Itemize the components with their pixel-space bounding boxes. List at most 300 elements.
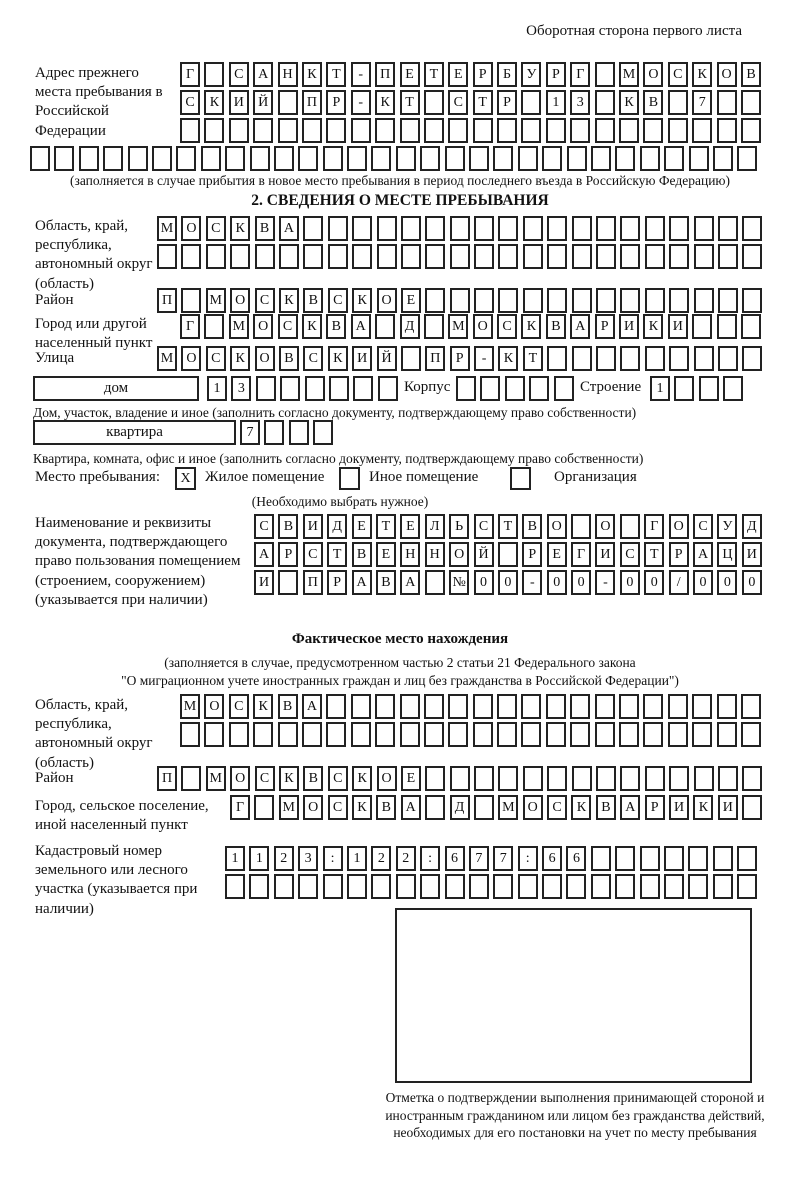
char-cell[interactable]: Р bbox=[669, 542, 689, 567]
char-cell[interactable]: В bbox=[376, 570, 396, 595]
char-cell[interactable] bbox=[645, 288, 665, 313]
char-cell[interactable] bbox=[664, 146, 684, 171]
char-cell[interactable]: А bbox=[279, 216, 299, 241]
char-cell[interactable]: А bbox=[254, 542, 274, 567]
char-cell[interactable] bbox=[619, 722, 639, 747]
char-cell[interactable]: И bbox=[669, 795, 689, 820]
char-cell[interactable] bbox=[378, 376, 398, 401]
char-cell[interactable] bbox=[181, 766, 201, 791]
char-cell[interactable] bbox=[396, 146, 416, 171]
char-cell[interactable] bbox=[302, 722, 322, 747]
char-cell[interactable]: У bbox=[521, 62, 541, 87]
char-cell[interactable]: Д bbox=[742, 514, 762, 539]
char-cell[interactable] bbox=[718, 216, 738, 241]
char-cell[interactable] bbox=[278, 118, 298, 143]
char-cell[interactable]: - bbox=[351, 90, 371, 115]
char-cell[interactable]: К bbox=[302, 314, 322, 339]
char-cell[interactable] bbox=[742, 795, 762, 820]
char-cell[interactable] bbox=[176, 146, 196, 171]
char-cell[interactable] bbox=[204, 62, 224, 87]
char-cell[interactable] bbox=[298, 146, 318, 171]
char-cell[interactable]: В bbox=[303, 288, 323, 313]
char-cell[interactable]: К bbox=[375, 90, 395, 115]
char-cell[interactable] bbox=[572, 244, 592, 269]
char-cell[interactable] bbox=[225, 874, 245, 899]
char-cell[interactable] bbox=[400, 694, 420, 719]
char-cell[interactable]: О bbox=[253, 314, 273, 339]
char-cell[interactable] bbox=[305, 376, 325, 401]
char-cell[interactable]: П bbox=[157, 288, 177, 313]
char-cell[interactable] bbox=[351, 694, 371, 719]
char-cell[interactable] bbox=[713, 874, 733, 899]
char-cell[interactable] bbox=[717, 694, 737, 719]
char-cell[interactable] bbox=[692, 722, 712, 747]
char-cell[interactable]: Т bbox=[523, 346, 543, 371]
char-cell[interactable] bbox=[493, 874, 513, 899]
char-cell[interactable]: О bbox=[547, 514, 567, 539]
char-cell[interactable] bbox=[289, 420, 309, 445]
char-cell[interactable] bbox=[180, 722, 200, 747]
char-cell[interactable]: 2 bbox=[396, 846, 416, 871]
char-cell[interactable]: № bbox=[449, 570, 469, 595]
char-cell[interactable] bbox=[328, 216, 348, 241]
char-cell[interactable] bbox=[547, 288, 567, 313]
char-cell[interactable] bbox=[737, 146, 757, 171]
char-cell[interactable] bbox=[620, 346, 640, 371]
char-cell[interactable] bbox=[669, 346, 689, 371]
char-cell[interactable] bbox=[401, 346, 421, 371]
char-cell[interactable] bbox=[326, 694, 346, 719]
char-cell[interactable] bbox=[377, 216, 397, 241]
char-cell[interactable]: С bbox=[668, 62, 688, 87]
char-cell[interactable]: Р bbox=[278, 542, 298, 567]
char-cell[interactable] bbox=[664, 874, 684, 899]
char-cell[interactable] bbox=[645, 346, 665, 371]
char-cell[interactable]: 3 bbox=[298, 846, 318, 871]
char-cell[interactable]: 1 bbox=[347, 846, 367, 871]
char-cell[interactable] bbox=[717, 90, 737, 115]
char-cell[interactable] bbox=[326, 118, 346, 143]
char-cell[interactable] bbox=[688, 874, 708, 899]
stay-type-checkbox-organization[interactable] bbox=[510, 467, 531, 490]
char-cell[interactable]: С bbox=[255, 288, 275, 313]
char-cell[interactable] bbox=[352, 216, 372, 241]
stay-type-checkbox-residential[interactable]: X bbox=[175, 467, 196, 490]
char-cell[interactable] bbox=[741, 694, 761, 719]
char-cell[interactable]: Е bbox=[448, 62, 468, 87]
char-cell[interactable] bbox=[737, 846, 757, 871]
char-cell[interactable] bbox=[523, 244, 543, 269]
char-cell[interactable]: И bbox=[668, 314, 688, 339]
char-cell[interactable] bbox=[523, 216, 543, 241]
char-cell[interactable]: 0 bbox=[547, 570, 567, 595]
char-cell[interactable] bbox=[128, 146, 148, 171]
char-cell[interactable]: - bbox=[351, 62, 371, 87]
char-cell[interactable] bbox=[371, 874, 391, 899]
char-cell[interactable] bbox=[619, 694, 639, 719]
char-cell[interactable]: Е bbox=[547, 542, 567, 567]
char-cell[interactable] bbox=[692, 694, 712, 719]
char-cell[interactable]: В bbox=[279, 346, 299, 371]
char-cell[interactable]: Н bbox=[425, 542, 445, 567]
char-cell[interactable]: С bbox=[693, 514, 713, 539]
char-cell[interactable]: / bbox=[669, 570, 689, 595]
char-cell[interactable]: А bbox=[352, 570, 372, 595]
char-cell[interactable] bbox=[645, 766, 665, 791]
char-cell[interactable]: С bbox=[180, 90, 200, 115]
char-cell[interactable] bbox=[566, 874, 586, 899]
char-cell[interactable] bbox=[668, 118, 688, 143]
char-cell[interactable]: К bbox=[279, 288, 299, 313]
char-cell[interactable]: - bbox=[522, 570, 542, 595]
char-cell[interactable] bbox=[615, 874, 635, 899]
char-cell[interactable] bbox=[596, 346, 616, 371]
char-cell[interactable] bbox=[591, 846, 611, 871]
char-cell[interactable]: И bbox=[619, 314, 639, 339]
char-cell[interactable] bbox=[225, 146, 245, 171]
char-cell[interactable] bbox=[474, 216, 494, 241]
char-cell[interactable]: О bbox=[255, 346, 275, 371]
char-cell[interactable]: С bbox=[206, 346, 226, 371]
char-cell[interactable] bbox=[328, 244, 348, 269]
char-cell[interactable]: Й bbox=[377, 346, 397, 371]
char-cell[interactable]: С bbox=[328, 766, 348, 791]
char-cell[interactable]: К bbox=[498, 346, 518, 371]
char-cell[interactable] bbox=[498, 766, 518, 791]
char-cell[interactable] bbox=[741, 722, 761, 747]
char-cell[interactable] bbox=[469, 874, 489, 899]
char-cell[interactable] bbox=[723, 376, 743, 401]
char-cell[interactable] bbox=[329, 376, 349, 401]
char-cell[interactable]: Ь bbox=[449, 514, 469, 539]
char-cell[interactable] bbox=[498, 216, 518, 241]
char-cell[interactable]: А bbox=[351, 314, 371, 339]
char-cell[interactable] bbox=[450, 766, 470, 791]
char-cell[interactable]: Т bbox=[424, 62, 444, 87]
char-cell[interactable]: Д bbox=[400, 314, 420, 339]
char-cell[interactable] bbox=[529, 376, 549, 401]
char-cell[interactable]: А bbox=[620, 795, 640, 820]
char-cell[interactable]: С bbox=[448, 90, 468, 115]
char-cell[interactable] bbox=[717, 722, 737, 747]
char-cell[interactable] bbox=[420, 146, 440, 171]
char-cell[interactable] bbox=[643, 694, 663, 719]
char-cell[interactable]: Р bbox=[497, 90, 517, 115]
char-cell[interactable]: И bbox=[254, 570, 274, 595]
char-cell[interactable] bbox=[620, 514, 640, 539]
char-cell[interactable] bbox=[278, 570, 298, 595]
char-cell[interactable] bbox=[713, 146, 733, 171]
char-cell[interactable]: В bbox=[643, 90, 663, 115]
char-cell[interactable]: К bbox=[204, 90, 224, 115]
char-cell[interactable]: И bbox=[303, 514, 323, 539]
char-cell[interactable] bbox=[669, 244, 689, 269]
char-cell[interactable]: М bbox=[157, 346, 177, 371]
char-cell[interactable] bbox=[450, 244, 470, 269]
char-cell[interactable]: Р bbox=[522, 542, 542, 567]
char-cell[interactable]: В bbox=[741, 62, 761, 87]
char-cell[interactable] bbox=[424, 722, 444, 747]
char-cell[interactable]: Е bbox=[401, 766, 421, 791]
char-cell[interactable] bbox=[424, 314, 444, 339]
char-cell[interactable]: К bbox=[521, 314, 541, 339]
char-cell[interactable] bbox=[591, 874, 611, 899]
char-cell[interactable]: 0 bbox=[474, 570, 494, 595]
char-cell[interactable] bbox=[323, 874, 343, 899]
char-cell[interactable] bbox=[279, 244, 299, 269]
char-cell[interactable] bbox=[546, 722, 566, 747]
char-cell[interactable]: 6 bbox=[542, 846, 562, 871]
char-cell[interactable]: 3 bbox=[231, 376, 251, 401]
char-cell[interactable]: С bbox=[328, 288, 348, 313]
char-cell[interactable]: Е bbox=[376, 542, 396, 567]
char-cell[interactable] bbox=[425, 570, 445, 595]
char-cell[interactable] bbox=[253, 118, 273, 143]
char-cell[interactable]: Е bbox=[352, 514, 372, 539]
char-cell[interactable] bbox=[302, 118, 322, 143]
char-cell[interactable] bbox=[474, 244, 494, 269]
char-cell[interactable]: А bbox=[253, 62, 273, 87]
char-cell[interactable] bbox=[669, 216, 689, 241]
char-cell[interactable]: М bbox=[619, 62, 639, 87]
char-cell[interactable] bbox=[668, 722, 688, 747]
char-cell[interactable]: Т bbox=[498, 514, 518, 539]
char-cell[interactable]: О bbox=[230, 766, 250, 791]
char-cell[interactable] bbox=[521, 694, 541, 719]
char-cell[interactable] bbox=[717, 118, 737, 143]
char-cell[interactable] bbox=[620, 288, 640, 313]
char-cell[interactable]: С bbox=[254, 514, 274, 539]
char-cell[interactable] bbox=[371, 146, 391, 171]
char-cell[interactable] bbox=[542, 874, 562, 899]
char-cell[interactable] bbox=[643, 722, 663, 747]
char-cell[interactable] bbox=[303, 244, 323, 269]
char-cell[interactable]: Й bbox=[253, 90, 273, 115]
char-cell[interactable] bbox=[229, 118, 249, 143]
char-cell[interactable] bbox=[425, 244, 445, 269]
char-cell[interactable] bbox=[498, 244, 518, 269]
char-cell[interactable] bbox=[204, 314, 224, 339]
char-cell[interactable] bbox=[323, 146, 343, 171]
char-cell[interactable] bbox=[274, 874, 294, 899]
char-cell[interactable] bbox=[689, 146, 709, 171]
char-cell[interactable] bbox=[424, 90, 444, 115]
char-cell[interactable] bbox=[694, 288, 714, 313]
char-cell[interactable]: О bbox=[473, 314, 493, 339]
char-cell[interactable]: К bbox=[352, 795, 372, 820]
char-cell[interactable]: А bbox=[570, 314, 590, 339]
char-cell[interactable]: 1 bbox=[546, 90, 566, 115]
char-cell[interactable]: К bbox=[328, 346, 348, 371]
char-cell[interactable]: П bbox=[302, 90, 322, 115]
char-cell[interactable] bbox=[572, 216, 592, 241]
char-cell[interactable]: С bbox=[229, 694, 249, 719]
char-cell[interactable]: О bbox=[669, 514, 689, 539]
char-cell[interactable]: А bbox=[693, 542, 713, 567]
char-cell[interactable] bbox=[230, 244, 250, 269]
char-cell[interactable] bbox=[375, 118, 395, 143]
char-cell[interactable] bbox=[645, 244, 665, 269]
char-cell[interactable]: М bbox=[279, 795, 299, 820]
char-cell[interactable]: К bbox=[230, 346, 250, 371]
char-cell[interactable]: И bbox=[595, 542, 615, 567]
char-cell[interactable] bbox=[741, 314, 761, 339]
char-cell[interactable] bbox=[181, 288, 201, 313]
char-cell[interactable] bbox=[400, 118, 420, 143]
char-cell[interactable] bbox=[326, 722, 346, 747]
char-cell[interactable] bbox=[718, 346, 738, 371]
char-cell[interactable] bbox=[254, 795, 274, 820]
char-cell[interactable]: К bbox=[230, 216, 250, 241]
char-cell[interactable] bbox=[448, 722, 468, 747]
char-cell[interactable] bbox=[493, 146, 513, 171]
char-cell[interactable] bbox=[591, 146, 611, 171]
char-cell[interactable]: Т bbox=[376, 514, 396, 539]
char-cell[interactable]: 1 bbox=[249, 846, 269, 871]
char-cell[interactable]: О bbox=[717, 62, 737, 87]
char-cell[interactable]: 0 bbox=[742, 570, 762, 595]
char-cell[interactable] bbox=[547, 346, 567, 371]
char-cell[interactable] bbox=[353, 376, 373, 401]
char-cell[interactable]: К bbox=[302, 62, 322, 87]
char-cell[interactable] bbox=[542, 146, 562, 171]
char-cell[interactable] bbox=[669, 288, 689, 313]
char-cell[interactable]: Г bbox=[644, 514, 664, 539]
char-cell[interactable]: Г bbox=[180, 62, 200, 87]
char-cell[interactable] bbox=[674, 376, 694, 401]
char-cell[interactable] bbox=[615, 146, 635, 171]
char-cell[interactable] bbox=[572, 288, 592, 313]
char-cell[interactable]: Т bbox=[326, 62, 346, 87]
char-cell[interactable] bbox=[570, 722, 590, 747]
char-cell[interactable]: О bbox=[181, 346, 201, 371]
char-cell[interactable]: 6 bbox=[566, 846, 586, 871]
char-cell[interactable]: Г bbox=[230, 795, 250, 820]
char-cell[interactable] bbox=[567, 146, 587, 171]
char-cell[interactable] bbox=[206, 244, 226, 269]
char-cell[interactable] bbox=[523, 766, 543, 791]
char-cell[interactable] bbox=[347, 874, 367, 899]
char-cell[interactable]: 2 bbox=[274, 846, 294, 871]
char-cell[interactable]: С bbox=[474, 514, 494, 539]
char-cell[interactable]: С bbox=[620, 542, 640, 567]
char-cell[interactable] bbox=[204, 722, 224, 747]
char-cell[interactable] bbox=[547, 766, 567, 791]
char-cell[interactable] bbox=[54, 146, 74, 171]
char-cell[interactable] bbox=[425, 766, 445, 791]
char-cell[interactable]: - bbox=[474, 346, 494, 371]
char-cell[interactable] bbox=[396, 874, 416, 899]
char-cell[interactable]: А bbox=[400, 570, 420, 595]
char-cell[interactable]: П bbox=[375, 62, 395, 87]
char-cell[interactable]: - bbox=[595, 570, 615, 595]
char-cell[interactable] bbox=[620, 216, 640, 241]
char-cell[interactable]: 7 bbox=[469, 846, 489, 871]
char-cell[interactable] bbox=[619, 118, 639, 143]
char-cell[interactable]: В bbox=[303, 766, 323, 791]
char-cell[interactable]: В bbox=[255, 216, 275, 241]
char-cell[interactable] bbox=[448, 694, 468, 719]
char-cell[interactable] bbox=[298, 874, 318, 899]
char-cell[interactable]: О bbox=[595, 514, 615, 539]
char-cell[interactable] bbox=[688, 846, 708, 871]
char-cell[interactable] bbox=[347, 146, 367, 171]
char-cell[interactable] bbox=[692, 118, 712, 143]
char-cell[interactable]: И bbox=[742, 542, 762, 567]
char-cell[interactable] bbox=[497, 118, 517, 143]
char-cell[interactable]: Т bbox=[400, 90, 420, 115]
char-cell[interactable] bbox=[742, 346, 762, 371]
char-cell[interactable]: 0 bbox=[571, 570, 591, 595]
char-cell[interactable] bbox=[521, 722, 541, 747]
char-cell[interactable] bbox=[741, 90, 761, 115]
char-cell[interactable]: Р bbox=[450, 346, 470, 371]
char-cell[interactable]: 1 bbox=[650, 376, 670, 401]
char-cell[interactable]: Т bbox=[327, 542, 347, 567]
char-cell[interactable] bbox=[595, 722, 615, 747]
char-cell[interactable]: О bbox=[230, 288, 250, 313]
char-cell[interactable] bbox=[180, 118, 200, 143]
char-cell[interactable]: М bbox=[448, 314, 468, 339]
char-cell[interactable]: С bbox=[547, 795, 567, 820]
char-cell[interactable]: Н bbox=[278, 62, 298, 87]
char-cell[interactable]: А bbox=[302, 694, 322, 719]
char-cell[interactable]: К bbox=[643, 314, 663, 339]
char-cell[interactable]: : bbox=[323, 846, 343, 871]
char-cell[interactable] bbox=[456, 376, 476, 401]
char-cell[interactable]: Е bbox=[400, 62, 420, 87]
char-cell[interactable] bbox=[79, 146, 99, 171]
char-cell[interactable] bbox=[152, 146, 172, 171]
char-cell[interactable] bbox=[572, 346, 592, 371]
char-cell[interactable] bbox=[424, 118, 444, 143]
char-cell[interactable] bbox=[571, 514, 591, 539]
char-cell[interactable] bbox=[469, 146, 489, 171]
char-cell[interactable]: 7 bbox=[240, 420, 260, 445]
char-cell[interactable]: Б bbox=[497, 62, 517, 87]
char-cell[interactable]: Д bbox=[450, 795, 470, 820]
char-cell[interactable] bbox=[570, 694, 590, 719]
char-cell[interactable]: П bbox=[303, 570, 323, 595]
char-cell[interactable] bbox=[474, 766, 494, 791]
char-cell[interactable] bbox=[546, 694, 566, 719]
char-cell[interactable]: 7 bbox=[493, 846, 513, 871]
char-cell[interactable]: 1 bbox=[207, 376, 227, 401]
char-cell[interactable] bbox=[615, 846, 635, 871]
char-cell[interactable]: 7 bbox=[692, 90, 712, 115]
char-cell[interactable] bbox=[717, 314, 737, 339]
char-cell[interactable]: В bbox=[522, 514, 542, 539]
char-cell[interactable]: К bbox=[619, 90, 639, 115]
char-cell[interactable]: В bbox=[596, 795, 616, 820]
char-cell[interactable]: М bbox=[229, 314, 249, 339]
char-cell[interactable]: М bbox=[206, 766, 226, 791]
char-cell[interactable] bbox=[424, 694, 444, 719]
char-cell[interactable]: Г bbox=[570, 62, 590, 87]
char-cell[interactable] bbox=[375, 722, 395, 747]
char-cell[interactable] bbox=[668, 90, 688, 115]
char-cell[interactable] bbox=[640, 846, 660, 871]
char-cell[interactable]: Г bbox=[571, 542, 591, 567]
char-cell[interactable]: Д bbox=[327, 514, 347, 539]
char-cell[interactable] bbox=[741, 118, 761, 143]
char-cell[interactable]: О bbox=[181, 216, 201, 241]
char-cell[interactable] bbox=[523, 288, 543, 313]
char-cell[interactable]: С bbox=[206, 216, 226, 241]
char-cell[interactable]: П bbox=[157, 766, 177, 791]
char-cell[interactable] bbox=[445, 146, 465, 171]
char-cell[interactable]: О bbox=[303, 795, 323, 820]
